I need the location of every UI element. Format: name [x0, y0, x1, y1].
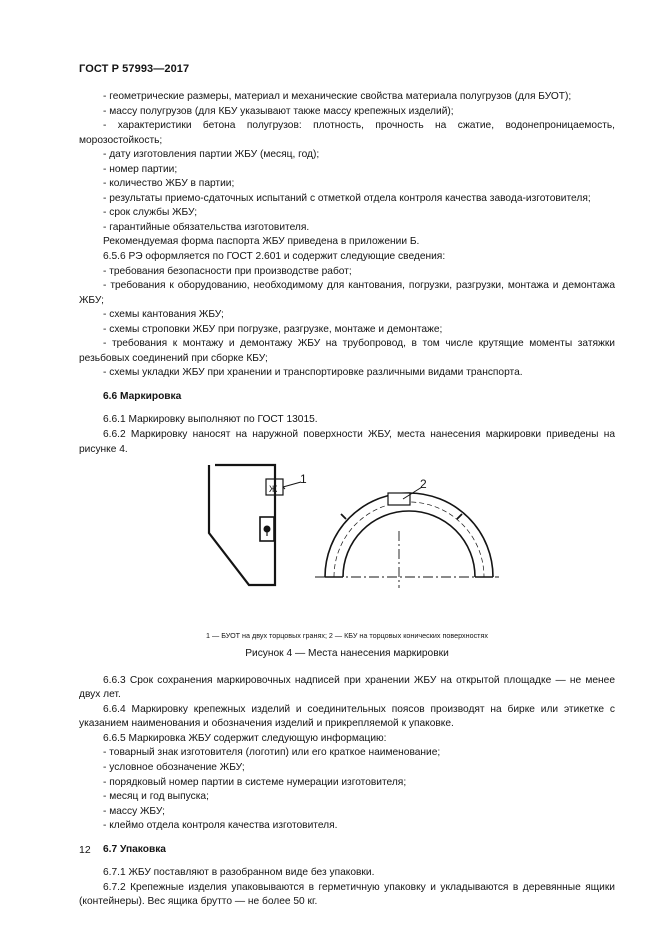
list-item: - схемы укладки ЖБУ при хранении и транспортировке различными видами транспорта.: [103, 367, 523, 379]
list-item: - порядковый номер партии в системе нумерации изготовителя;: [103, 776, 407, 788]
paragraph: 6.7.2 Крепежные изделия упаковываются в герметичную упаковку и укладываются в деревянные ящики (контейнеры). Вес ящика брутто — не более 50 кг.: [79, 881, 615, 908]
callout-1: 1: [300, 472, 307, 487]
callout-2: 2: [420, 477, 427, 492]
list-item: - требования к монтажу и демонтажу ЖБУ на трубопровод, в том числе крутящие моменты затяжки резьбовых соединений при сборке КБУ;: [79, 338, 615, 364]
list-item: - товарный знак изготовителя (логотип) или его краткое наименование;: [103, 747, 441, 759]
paragraph: 6.6.3 Срок сохранения маркировочных надписей при хранении ЖБУ на открытой площадке — не менее двух лет.: [79, 674, 615, 701]
list-item: - месяц и год выпуска;: [103, 791, 209, 803]
paragraph: Рекомендуемая форма паспорта ЖБУ приведена в приложении Б.: [103, 236, 420, 248]
page-number: 12: [79, 844, 91, 856]
paragraph: 6.6.1 Маркировку выполняют по ГОСТ 13015.: [103, 414, 318, 426]
paragraph: 6.7.1 ЖБУ поставляют в разобранном виде без упаковки.: [103, 867, 375, 879]
figure-caption: Рисунок 4 — Места нанесения маркировки: [245, 648, 449, 660]
kbu-drawing: [315, 487, 499, 588]
list-item: - требования безопасности при производстве работ;: [103, 265, 352, 277]
list-item: - условное обозначение ЖБУ;: [103, 761, 245, 773]
list-item: - характеристики бетона полугрузов: плотность, прочность на сжатие, водонепроницаемость, морозостойкость;: [79, 120, 615, 146]
document-header: ГОСТ Р 57993—2017: [79, 63, 190, 75]
section-heading: 6.7 Упаковка: [103, 843, 166, 855]
list-item: - массу полугрузов (для КБУ указывают также массу крепежных изделий);: [103, 105, 454, 117]
list-item: - схемы строповки ЖБУ при погрузке, разгрузке, монтаже и демонтаже;: [103, 323, 443, 335]
list-item: - срок службы ЖБУ;: [103, 207, 198, 219]
paragraph: 6.6.2 Маркировку наносят на наружной поверхности ЖБУ, места нанесения маркировки приведены на рисунке 4.: [79, 429, 615, 455]
list-item: - требования к оборудованию, необходимому для кантования, погрузки, разгрузки, монтажа и демонтажа ЖБУ;: [79, 280, 615, 306]
figure-legend: 1 — БУОТ на двух торцовых гранях; 2 — КБУ на торцовых конических поверхностях: [206, 631, 488, 641]
list-item: - схемы кантования ЖБУ;: [103, 309, 224, 321]
figure-4: [79, 461, 615, 631]
list-item: - гарантийные обязательства изготовителя.: [103, 221, 310, 233]
paragraph: 6.6.5 Маркировка ЖБУ содержит следующую информацию:: [103, 732, 387, 744]
buot-drawing: [209, 465, 301, 585]
list-item: - количество ЖБУ в партии;: [103, 178, 235, 190]
list-item: - геометрические размеры, материал и механические свойства материала полугрузов (для БУОТ);: [103, 91, 572, 102]
svg-text:Ж: Ж: [269, 484, 278, 495]
list-item: - дату изготовления партии ЖБУ (месяц, год);: [103, 149, 320, 161]
paragraph: 6.6.4 Маркировку крепежных изделий и соединительных поясов производят на бирке или этикетке с указанием наименования и обозначения изделий и прикрепляемой к упаковке.: [79, 703, 615, 730]
list-item: - номер партии;: [103, 163, 178, 175]
document-body: [79, 90, 615, 910]
list-item: - клеймо отдела контроля качества изготовителя.: [103, 820, 338, 832]
list-item: - массу ЖБУ;: [103, 805, 165, 817]
paragraph: 6.5.6 РЭ оформляется по ГОСТ 2.601 и содержит следующие сведения:: [103, 251, 446, 263]
section-heading: 6.6 Маркировка: [103, 390, 182, 402]
list-item: - результаты приемо-сдаточных испытаний с отметкой отдела контроля качества завода-изготовителя;: [103, 192, 591, 204]
marking-drawing: [79, 461, 615, 611]
